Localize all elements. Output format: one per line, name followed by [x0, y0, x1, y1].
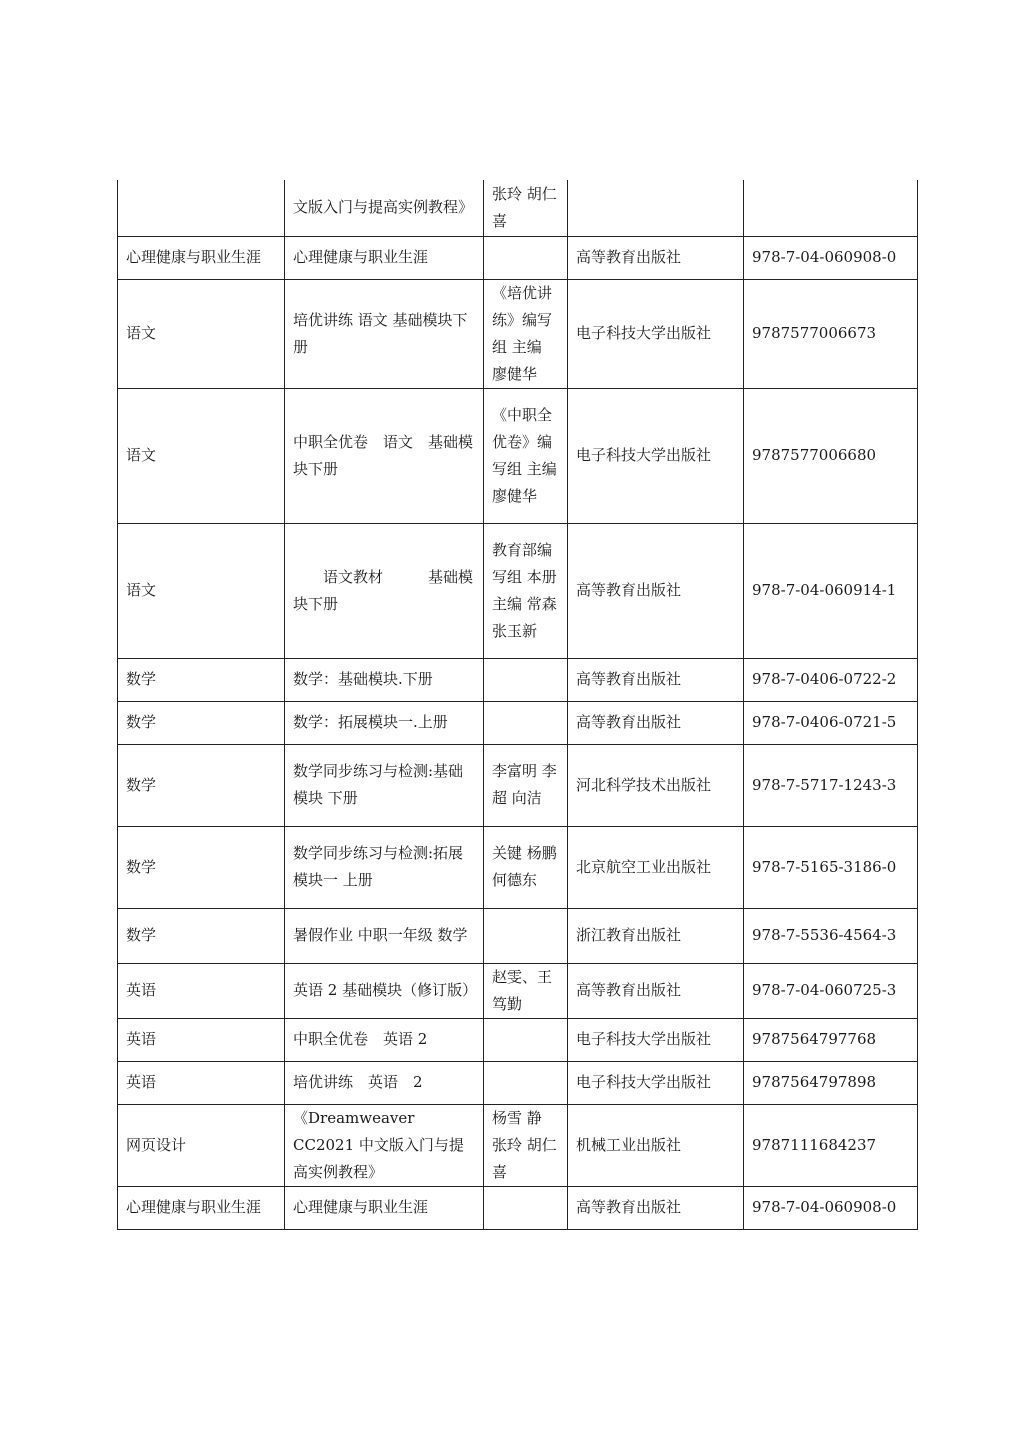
author-cell	[484, 236, 568, 279]
publisher-cell: 电子科技大学出版社	[568, 388, 744, 523]
publisher-cell: 高等教育出版社	[568, 236, 744, 279]
subject-cell: 数学	[118, 826, 285, 908]
isbn-cell: 9787564797898	[744, 1061, 918, 1104]
author-cell	[484, 1186, 568, 1229]
textbook-table	[117, 180, 918, 1230]
subject-cell: 数学	[118, 701, 285, 744]
subject-cell: 英语	[118, 1018, 285, 1061]
table-row	[118, 826, 918, 908]
isbn-cell: 9787577006673	[744, 279, 918, 388]
table-row	[118, 744, 918, 826]
author-cell: 《中职全优卷》编写组 主编 廖健华	[484, 388, 568, 523]
isbn-cell: 978-7-5165-3186-0	[744, 826, 918, 908]
isbn-cell: 978-7-0406-0721-5	[744, 701, 918, 744]
publisher-cell: 高等教育出版社	[568, 523, 744, 658]
publisher-cell: 机械工业出版社	[568, 1104, 744, 1186]
table-row	[118, 701, 918, 744]
table-row	[118, 236, 918, 279]
isbn-cell: 978-7-04-060908-0	[744, 1186, 918, 1229]
subject-cell: 数学	[118, 908, 285, 963]
publisher-cell: 高等教育出版社	[568, 658, 744, 701]
author-cell	[484, 1018, 568, 1061]
subject-cell: 心理健康与职业生涯	[118, 1186, 285, 1229]
book-title-cell: 培优讲练 英语 2	[285, 1061, 484, 1104]
book-title-cell: 心理健康与职业生涯	[285, 1186, 484, 1229]
publisher-cell: 高等教育出版社	[568, 701, 744, 744]
book-title-cell: 文版入门与提高实例教程》	[285, 180, 484, 236]
subject-cell: 网页设计	[118, 1104, 285, 1186]
table-body	[118, 180, 918, 1229]
author-cell	[484, 908, 568, 963]
table-row	[118, 1104, 918, 1186]
isbn-cell: 978-7-0406-0722-2	[744, 658, 918, 701]
book-title-cell: 中职全优卷 语文 基础模块下册	[285, 388, 484, 523]
subject-cell: 语文	[118, 523, 285, 658]
publisher-cell	[568, 180, 744, 236]
isbn-cell: 978-7-5536-4564-3	[744, 908, 918, 963]
book-title-cell: 数学同步练习与检测:基础模块 下册	[285, 744, 484, 826]
isbn-cell: 978-7-04-060908-0	[744, 236, 918, 279]
book-title-cell: 培优讲练 语文 基础模块下册	[285, 279, 484, 388]
book-title-cell: 暑假作业 中职一年级 数学	[285, 908, 484, 963]
table-row	[118, 388, 918, 523]
isbn-cell	[744, 180, 918, 236]
book-title-cell: 数学同步练习与检测:拓展模块一 上册	[285, 826, 484, 908]
book-title-cell: 中职全优卷 英语 2	[285, 1018, 484, 1061]
publisher-cell: 高等教育出版社	[568, 1186, 744, 1229]
publisher-cell: 北京航空工业出版社	[568, 826, 744, 908]
subject-cell: 数学	[118, 744, 285, 826]
author-cell	[484, 1061, 568, 1104]
book-title-cell: 语文教材 基础模块下册	[285, 523, 484, 658]
book-title-cell: 《Dreamweaver CC2021 中文版入门与提高实例教程》	[285, 1104, 484, 1186]
publisher-cell: 浙江教育出版社	[568, 908, 744, 963]
table-row	[118, 658, 918, 701]
book-title-cell: 英语 2 基础模块（修订版）	[285, 963, 484, 1018]
table-row	[118, 523, 918, 658]
subject-cell: 英语	[118, 1061, 285, 1104]
table-row	[118, 1061, 918, 1104]
isbn-cell: 9787577006680	[744, 388, 918, 523]
publisher-cell: 河北科学技术出版社	[568, 744, 744, 826]
author-cell	[484, 701, 568, 744]
publisher-cell: 电子科技大学出版社	[568, 1018, 744, 1061]
publisher-cell: 电子科技大学出版社	[568, 1061, 744, 1104]
author-cell: 教育部编写组 本册主编 常森 张玉新	[484, 523, 568, 658]
subject-cell: 语文	[118, 279, 285, 388]
subject-cell: 语文	[118, 388, 285, 523]
book-title-cell: 数学：基础模块.下册	[285, 658, 484, 701]
book-title-cell: 数学：拓展模块一.上册	[285, 701, 484, 744]
subject-cell: 心理健康与职业生涯	[118, 236, 285, 279]
isbn-cell: 978-7-04-060914-1	[744, 523, 918, 658]
isbn-cell: 978-7-04-060725-3	[744, 963, 918, 1018]
table-row	[118, 1186, 918, 1229]
publisher-cell: 高等教育出版社	[568, 963, 744, 1018]
author-cell: 李富明 李超 向洁	[484, 744, 568, 826]
isbn-cell: 9787564797768	[744, 1018, 918, 1061]
subject-cell	[118, 180, 285, 236]
isbn-cell: 978-7-5717-1243-3	[744, 744, 918, 826]
author-cell: 关键 杨鹏 何德东	[484, 826, 568, 908]
table-row	[118, 1018, 918, 1061]
author-cell: 《培优讲练》编写组 主编 廖健华	[484, 279, 568, 388]
author-cell: 杨雪 静 张玲 胡仁喜	[484, 1104, 568, 1186]
book-title-cell: 心理健康与职业生涯	[285, 236, 484, 279]
author-cell: 张玲 胡仁喜	[484, 180, 568, 236]
author-cell: 赵雯、王笃勤	[484, 963, 568, 1018]
subject-cell: 英语	[118, 963, 285, 1018]
isbn-cell: 9787111684237	[744, 1104, 918, 1186]
subject-cell: 数学	[118, 658, 285, 701]
table-row	[118, 180, 918, 236]
table-row	[118, 279, 918, 388]
table-row	[118, 908, 918, 963]
publisher-cell: 电子科技大学出版社	[568, 279, 744, 388]
author-cell	[484, 658, 568, 701]
table-row	[118, 963, 918, 1018]
